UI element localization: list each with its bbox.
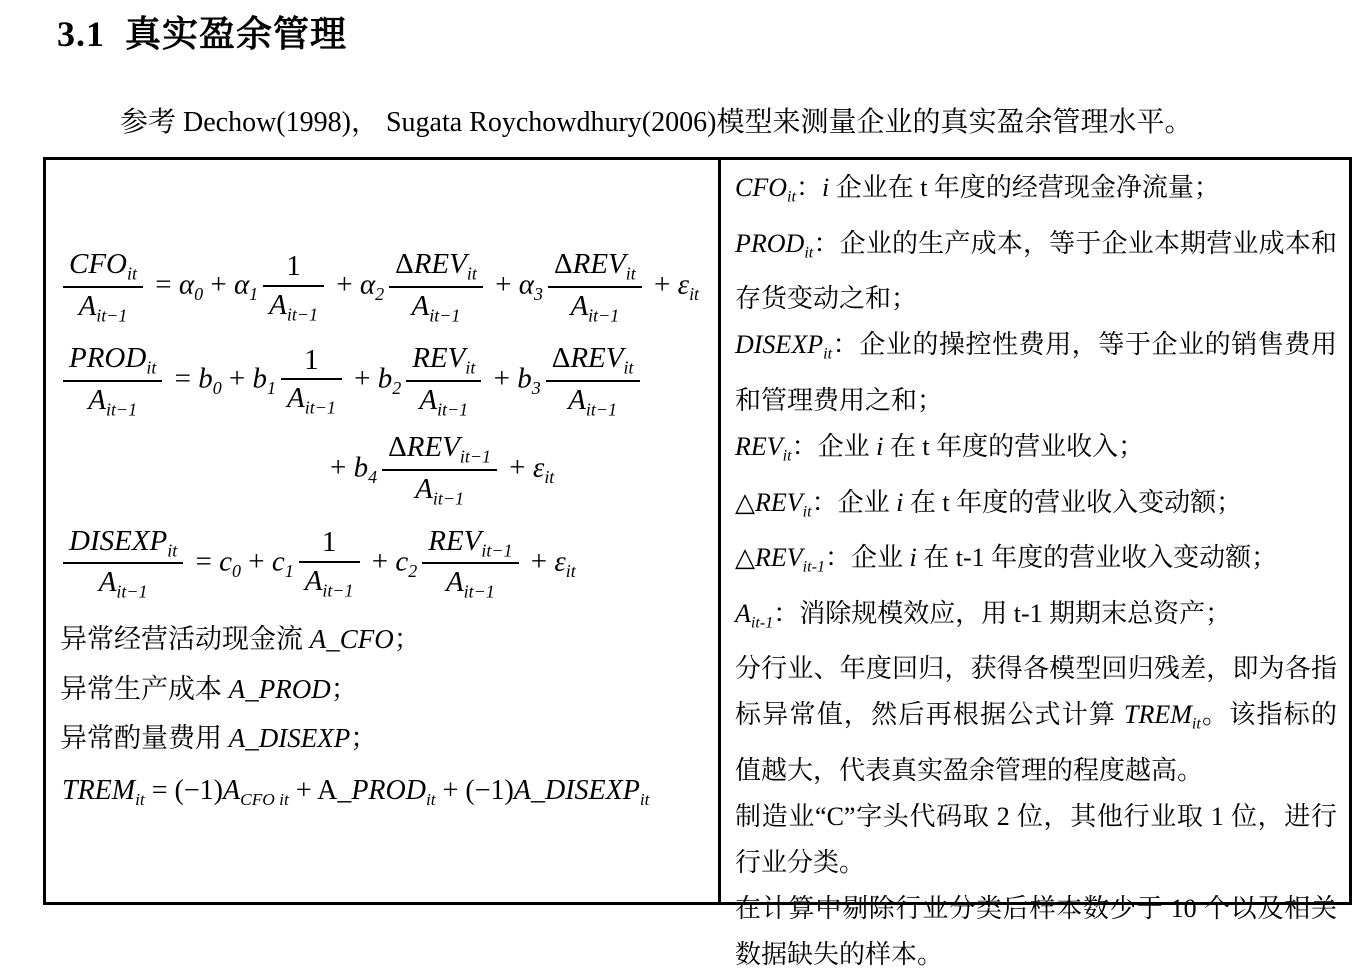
definition-disexp: $DISEXP_{it}$：企业的操控性费用，等于企业的销售费用和管理费用之和； — [735, 330, 1337, 415]
prod-model-formula-line1: $\frac{PROD_{it}}{A_{it-1}}$ = $b_0 + b_1$ $\frac{1}{A_{it-1}}$ + $b_2$ $\frac{REV_{it}}{A_{it-1}}$ + $b_3$ $\frac{\Delta REV_{it}}{A_{it-1}}$ — [58, 341, 712, 421]
section-title: 真实盈余管理 — [125, 14, 348, 54]
definitions-cell — [721, 160, 1349, 970]
definition-delta-rev: $\triangle REV_{it}$：企业 i 在 t 年度的营业收入变动额； — [735, 487, 1243, 521]
disexp-model-formula: $\frac{DISEXP_{it}}{A_{it-1}}$ = $c_0 + c_1$ $\frac{1}{A_{it-1}}$ + $c_2$ $\frac{REV_{it-1}}{A_{it-1}}$ + $\varepsilon_{it}$ — [58, 524, 712, 604]
formula-cell — [46, 160, 721, 902]
abnormal-prod-note: 异常生产成本 A_PROD； — [60, 673, 358, 704]
abnormal-disexp-note: 异常酌量费用 A_DISEXP； — [60, 723, 378, 754]
cfo-model-formula: $\frac{CFO_{it}}{A_{it-1}}$ = $\alpha_0 + \alpha_1$ $\frac{1}{A_{it-1}}$ + $\alpha_2$ $\frac{\Delta REV_{it}}{A_{it-1}}$ + $\alpha_3$ $\frac{\Delta REV_{it}}{A_{it-1}}$ + $\varepsilon_{it}$ — [58, 247, 712, 327]
section-heading — [57, 6, 347, 57]
definition-rev: $REV_{it}$：企业 i 在 t 年度的营业收入； — [735, 431, 1145, 465]
trem-formula: $TREM_{it} = (-1)A_{CFO}$ $_{it} + A\_PROD_{it}$ + $(-1)A\_DISEXP_{it}$ — [62, 774, 650, 809]
sample-exclusion-note: 在计算中剔除行业分类后样本数少于 10 个以及相关数据缺失的样本。 — [735, 894, 1337, 970]
industry-code-note: 制造业“C”字头代码取 2 位，其他行业取 1 位，进行行业分类。 — [735, 802, 1337, 878]
regression-note: 分行业、年度回归，获得各模型回归残差，即为各指标异常值，然后再根据公式计算 $TREM_{it}$。该指标的值越大，代表真实盈余管理的程度越高。 — [735, 654, 1337, 786]
prod-model-formula-line2: + $b_4$ $\frac{\Delta REV_{it-1}}{A_{it-1}}$ + $\varepsilon_{it}$ — [330, 430, 555, 509]
definition-assets: $A_{it-1}$：消除规模效应，用 t-1 期期末总资产； — [735, 598, 1232, 632]
section-number: 3.1 — [57, 14, 105, 54]
definition-prod: $PROD_{it}$：企业的生产成本，等于企业本期营业成本和存货变动之和； — [735, 228, 1337, 314]
abnormal-cfo-note: 异常经营活动现金流 A_CFO； — [60, 624, 421, 655]
model-table — [43, 157, 1352, 970]
intro-paragraph: 参考 Dechow(1998)， Sugata Roychowdhury(2006)模型来测量企业的真实盈余管理水平。 — [120, 107, 1193, 138]
definition-delta-rev-lag: $\triangle REV_{it-1}$：企业 i 在 t-1 年度的营业收入变动额； — [735, 543, 1278, 576]
definition-cfo: $CFO_{it}$：i 企业在 t 年度的经营现金净流量； — [735, 173, 1220, 206]
